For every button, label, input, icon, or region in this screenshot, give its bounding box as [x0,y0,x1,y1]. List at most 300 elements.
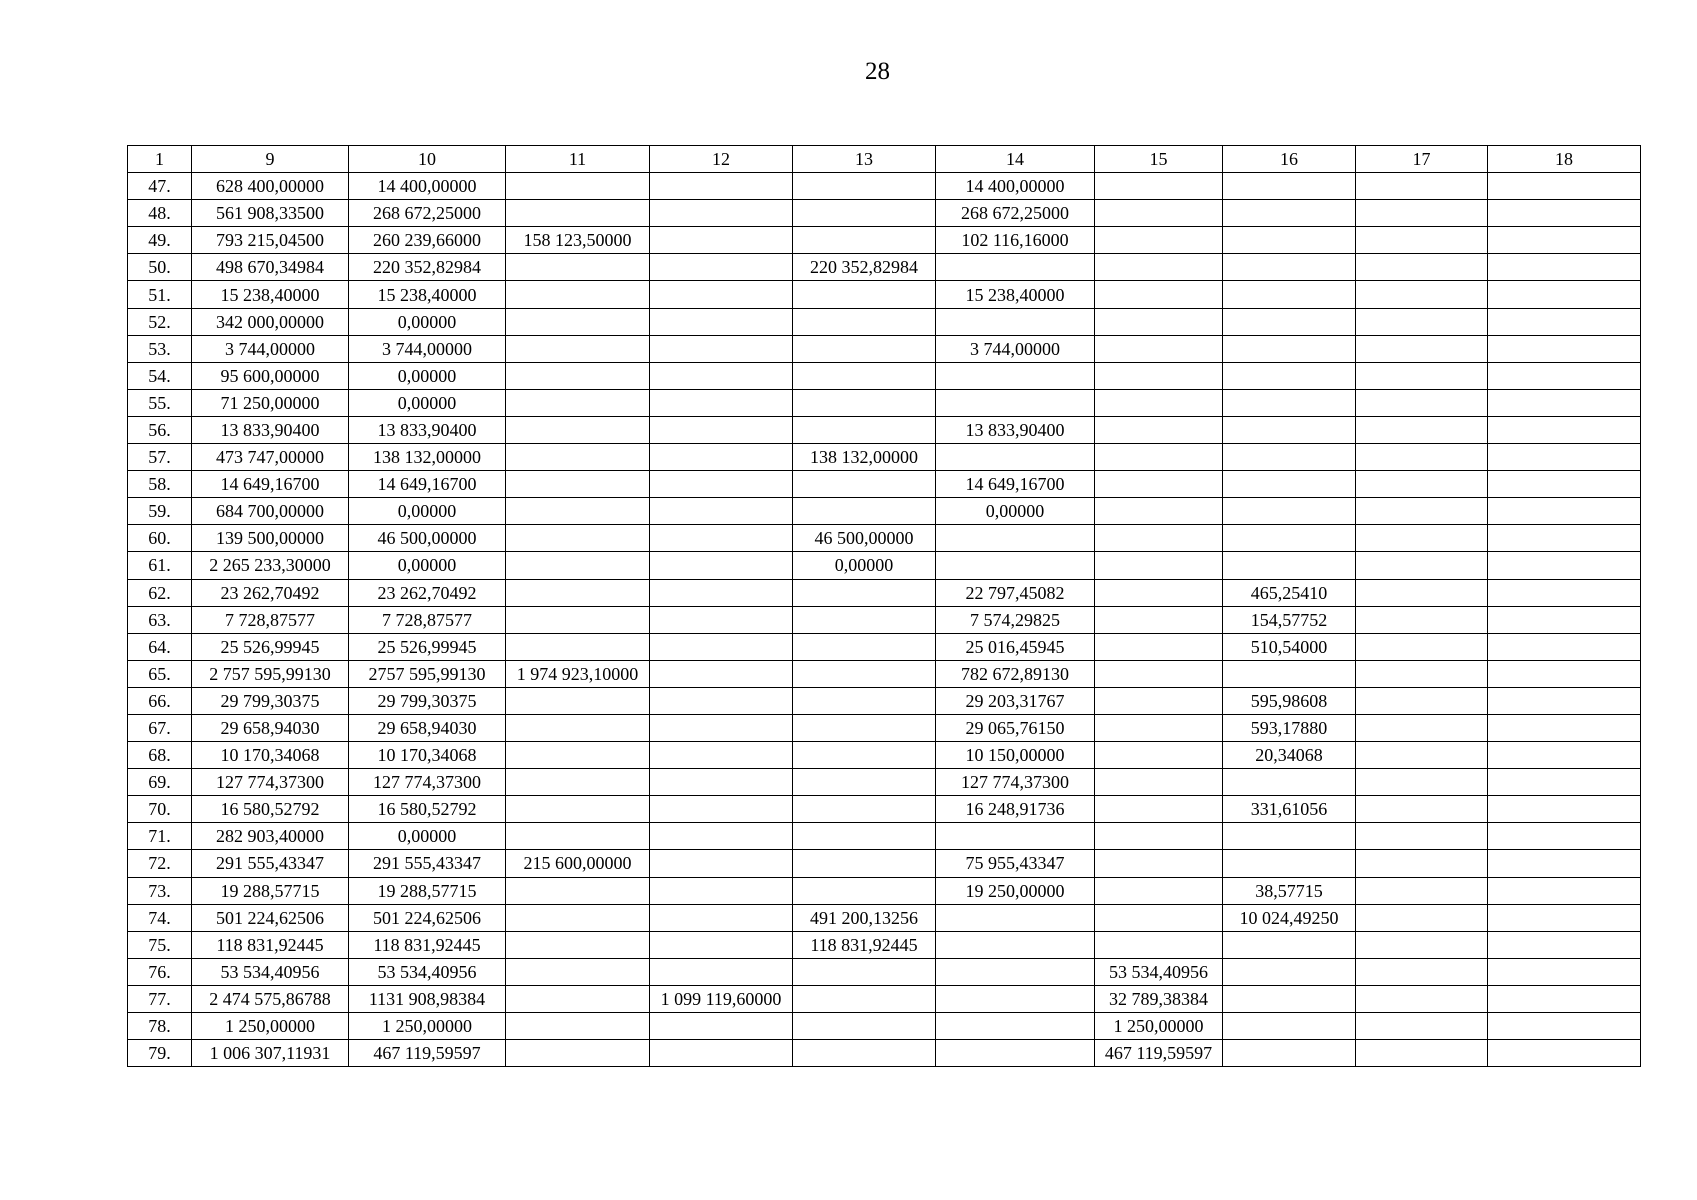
table-cell: 19 288,57715 [192,877,349,904]
table-cell [1223,200,1356,227]
table-cell [936,931,1095,958]
table-cell [793,1040,936,1067]
table-cell [1223,985,1356,1012]
table-cell [1356,796,1488,823]
table-cell [1488,796,1641,823]
table-cell [506,579,650,606]
row-number-cell: 71. [128,823,192,850]
table-cell: 75 955,43347 [936,850,1095,877]
table-cell: 628 400,00000 [192,173,349,200]
table-cell [650,362,793,389]
table-cell: 29 799,30375 [192,687,349,714]
table-cell [936,308,1095,335]
table-cell [1488,823,1641,850]
table-cell [1356,552,1488,579]
table-row [128,335,1641,362]
table-cell [1488,958,1641,985]
table-cell [793,362,936,389]
table-cell [1356,471,1488,498]
table-cell [650,823,793,850]
row-number-cell: 65. [128,660,192,687]
table-row [128,633,1641,660]
row-number-cell: 50. [128,254,192,281]
table-row [128,1013,1641,1040]
table-cell [1356,1013,1488,1040]
table-cell [506,606,650,633]
table-cell [793,308,936,335]
table-cell [1223,254,1356,281]
table-cell [1356,389,1488,416]
table-row [128,958,1641,985]
table-cell [793,742,936,769]
row-number-cell: 57. [128,444,192,471]
table-cell [793,1013,936,1040]
table-cell [793,714,936,741]
table-cell: 25 526,99945 [192,633,349,660]
table-cell: 561 908,33500 [192,200,349,227]
table-cell: 95 600,00000 [192,362,349,389]
row-number-cell: 49. [128,227,192,254]
table-cell [1223,931,1356,958]
table-cell [1356,850,1488,877]
table-cell [506,335,650,362]
table-header-row [128,146,1641,173]
table-cell [793,200,936,227]
table-cell [506,633,650,660]
table-row [128,769,1641,796]
table-cell: 38,57715 [1223,877,1356,904]
table-cell [1095,362,1223,389]
table-cell: 23 262,70492 [192,579,349,606]
table-cell: 23 262,70492 [349,579,506,606]
table-cell [793,850,936,877]
table-cell [1095,742,1223,769]
table-cell [1356,904,1488,931]
table-cell: 127 774,37300 [349,769,506,796]
table-cell: 10 170,34068 [349,742,506,769]
row-number-cell: 54. [128,362,192,389]
table-cell: 10 170,34068 [192,742,349,769]
table-cell [1488,931,1641,958]
table-cell [793,416,936,443]
data-table [127,145,1641,1067]
table-cell [1488,281,1641,308]
table-cell: 0,00000 [349,552,506,579]
table-cell [506,958,650,985]
row-number-cell: 63. [128,606,192,633]
table-row [128,525,1641,552]
table-cell [1488,200,1641,227]
table-cell: 268 672,25000 [349,200,506,227]
table-cell: 53 534,40956 [192,958,349,985]
table-cell: 127 774,37300 [936,769,1095,796]
table-cell [1356,308,1488,335]
table-cell [1488,308,1641,335]
table-cell [1095,173,1223,200]
table-cell [650,389,793,416]
table-cell [1356,606,1488,633]
table-cell [650,633,793,660]
table-row [128,742,1641,769]
row-number-cell: 74. [128,904,192,931]
table-row [128,850,1641,877]
table-cell: 0,00000 [936,498,1095,525]
table-cell [1095,877,1223,904]
table-cell [1095,823,1223,850]
table-cell [1223,769,1356,796]
table-cell: 13 833,90400 [349,416,506,443]
table-cell [650,308,793,335]
table-cell [506,173,650,200]
table-cell [1356,633,1488,660]
table-cell [650,904,793,931]
table-cell [1488,579,1641,606]
table-cell [1223,660,1356,687]
table-cell [1223,552,1356,579]
table-cell [936,552,1095,579]
table-cell [793,823,936,850]
table-cell [1095,606,1223,633]
table-cell [650,200,793,227]
table-cell [793,633,936,660]
table-row [128,416,1641,443]
column-header: 12 [650,146,793,173]
row-number-cell: 64. [128,633,192,660]
column-header: 15 [1095,146,1223,173]
table-cell [1223,823,1356,850]
row-number-cell: 55. [128,389,192,416]
table-cell: 29 658,94030 [192,714,349,741]
table-cell: 3 744,00000 [192,335,349,362]
table-cell [650,931,793,958]
table-cell: 793 215,04500 [192,227,349,254]
table-cell: 14 649,16700 [349,471,506,498]
row-number-cell: 76. [128,958,192,985]
table-cell [793,227,936,254]
table-row [128,552,1641,579]
column-header: 18 [1488,146,1641,173]
table-cell: 0,00000 [349,498,506,525]
table-cell: 593,17880 [1223,714,1356,741]
row-number-cell: 72. [128,850,192,877]
table-cell: 3 744,00000 [349,335,506,362]
table-cell [650,227,793,254]
table-cell [793,606,936,633]
table-cell [650,498,793,525]
table-cell [1488,362,1641,389]
table-cell [1356,714,1488,741]
table-cell [1223,471,1356,498]
table-cell [1095,498,1223,525]
row-number-cell: 53. [128,335,192,362]
table-cell [506,200,650,227]
row-number-cell: 61. [128,552,192,579]
table-cell: 1 250,00000 [349,1013,506,1040]
table-cell [1356,877,1488,904]
table-cell: 14 400,00000 [936,173,1095,200]
table-cell [793,471,936,498]
table-cell [793,958,936,985]
row-number-cell: 48. [128,200,192,227]
table-cell [506,552,650,579]
table-cell: 29 203,31767 [936,687,1095,714]
table-cell [1356,769,1488,796]
table-cell [1488,173,1641,200]
table-cell: 139 500,00000 [192,525,349,552]
table-cell: 220 352,82984 [793,254,936,281]
table-cell [1095,525,1223,552]
table-row [128,471,1641,498]
row-number-cell: 67. [128,714,192,741]
table-row [128,877,1641,904]
table-cell: 32 789,38384 [1095,985,1223,1012]
table-row [128,1040,1641,1067]
table-cell [936,823,1095,850]
table-cell [1095,416,1223,443]
table-cell: 14 649,16700 [192,471,349,498]
row-number-cell: 59. [128,498,192,525]
table-cell: 0,00000 [349,362,506,389]
table-row [128,985,1641,1012]
table-cell: 0,00000 [349,389,506,416]
table-cell: 29 799,30375 [349,687,506,714]
table-row [128,823,1641,850]
table-cell [1095,579,1223,606]
table-cell [1488,633,1641,660]
row-number-cell: 62. [128,579,192,606]
row-number-cell: 73. [128,877,192,904]
table-cell [1095,660,1223,687]
table-cell [1356,335,1488,362]
column-header: 1 [128,146,192,173]
table-cell [793,796,936,823]
table-cell: 467 119,59597 [349,1040,506,1067]
table-cell [1095,769,1223,796]
table-row [128,904,1641,931]
table-cell [650,958,793,985]
table-cell: 20,34068 [1223,742,1356,769]
table-cell [1356,579,1488,606]
table-row [128,606,1641,633]
row-number-cell: 51. [128,281,192,308]
table-cell: 782 672,89130 [936,660,1095,687]
row-number-cell: 60. [128,525,192,552]
table-cell [1488,227,1641,254]
table-cell [650,552,793,579]
table-cell: 53 534,40956 [349,958,506,985]
table-cell: 1 250,00000 [192,1013,349,1040]
table-cell [1223,281,1356,308]
table-cell [650,769,793,796]
table-cell: 15 238,40000 [349,281,506,308]
table-cell: 19 288,57715 [349,877,506,904]
table-cell: 595,98608 [1223,687,1356,714]
table-cell: 25 016,45945 [936,633,1095,660]
table-row [128,308,1641,335]
table-cell [1095,444,1223,471]
table-cell: 260 239,66000 [349,227,506,254]
table-cell: 10 150,00000 [936,742,1095,769]
table-cell [506,687,650,714]
table-cell: 158 123,50000 [506,227,650,254]
table-cell [650,850,793,877]
table-cell [650,877,793,904]
table-cell [936,525,1095,552]
table-cell [506,714,650,741]
table-cell [1356,173,1488,200]
table-cell: 1 974 923,10000 [506,660,650,687]
row-number-cell: 68. [128,742,192,769]
table-cell: 46 500,00000 [793,525,936,552]
table-cell [1488,606,1641,633]
table-cell [1356,498,1488,525]
table-cell [793,579,936,606]
table-cell [1488,742,1641,769]
table-cell [506,498,650,525]
table-row [128,444,1641,471]
table-cell [793,335,936,362]
column-header: 13 [793,146,936,173]
table-cell [1095,931,1223,958]
table-cell: 7 728,87577 [349,606,506,633]
table-cell: 13 833,90400 [936,416,1095,443]
table-cell: 13 833,90400 [192,416,349,443]
table-cell: 501 224,62506 [349,904,506,931]
table-cell [1095,687,1223,714]
table-cell [506,444,650,471]
table-cell [1095,714,1223,741]
table-cell: 14 649,16700 [936,471,1095,498]
table-cell [506,1040,650,1067]
table-cell: 1 250,00000 [1095,1013,1223,1040]
table-cell [1488,1013,1641,1040]
table-cell: 127 774,37300 [192,769,349,796]
table-cell [1095,552,1223,579]
table-cell [1223,227,1356,254]
table-cell [506,254,650,281]
table-cell [793,389,936,416]
table-cell [1223,444,1356,471]
table-cell [1095,200,1223,227]
table-cell [1095,389,1223,416]
table-cell [936,444,1095,471]
table-cell [650,254,793,281]
table-cell [650,606,793,633]
table-cell [650,742,793,769]
table-cell: 498 670,34984 [192,254,349,281]
table-cell [1095,471,1223,498]
table-cell [1488,389,1641,416]
row-number-cell: 58. [128,471,192,498]
table-cell: 16 580,52792 [349,796,506,823]
table-cell [1488,444,1641,471]
table-cell [506,742,650,769]
table-cell: 220 352,82984 [349,254,506,281]
table-cell [793,985,936,1012]
table-cell [1095,227,1223,254]
table-cell [506,877,650,904]
table-cell [1223,335,1356,362]
table-cell [1356,742,1488,769]
table-cell [1223,1040,1356,1067]
table-cell [1356,660,1488,687]
table-cell [1095,633,1223,660]
table-row [128,389,1641,416]
table-cell [1223,498,1356,525]
table-row [128,227,1641,254]
table-cell: 10 024,49250 [1223,904,1356,931]
table-cell [1488,335,1641,362]
table-cell [936,1040,1095,1067]
table-cell: 215 600,00000 [506,850,650,877]
table-cell: 684 700,00000 [192,498,349,525]
table-cell [793,687,936,714]
table-cell: 268 672,25000 [936,200,1095,227]
table-cell [506,1013,650,1040]
table-cell: 14 400,00000 [349,173,506,200]
table-cell [1488,714,1641,741]
table-cell [936,362,1095,389]
table-cell [650,796,793,823]
table-cell [1095,796,1223,823]
table-cell [793,281,936,308]
table-cell [506,362,650,389]
table-cell [1488,552,1641,579]
table-cell: 331,61056 [1223,796,1356,823]
table-cell [1356,416,1488,443]
column-header: 9 [192,146,349,173]
column-header: 14 [936,146,1095,173]
table-row [128,579,1641,606]
table-cell [1095,308,1223,335]
table-cell: 16 248,91736 [936,796,1095,823]
table-cell [650,660,793,687]
table-cell: 0,00000 [349,308,506,335]
column-header: 11 [506,146,650,173]
table-cell: 465,25410 [1223,579,1356,606]
table-cell: 29 065,76150 [936,714,1095,741]
table-cell [936,254,1095,281]
table-cell: 46 500,00000 [349,525,506,552]
table-cell [506,308,650,335]
table-cell: 22 797,45082 [936,579,1095,606]
table-cell [936,985,1095,1012]
table-cell [1356,687,1488,714]
table-cell: 15 238,40000 [192,281,349,308]
row-number-cell: 79. [128,1040,192,1067]
table-cell [1223,525,1356,552]
table-cell [936,958,1095,985]
row-number-cell: 69. [128,769,192,796]
row-number-cell: 52. [128,308,192,335]
table-row [128,281,1641,308]
table-cell [650,444,793,471]
table-cell [1223,173,1356,200]
table-cell: 7 728,87577 [192,606,349,633]
table-cell [506,281,650,308]
table-cell: 473 747,00000 [192,444,349,471]
table-cell [506,796,650,823]
table-cell [1488,1040,1641,1067]
table-cell: 138 132,00000 [349,444,506,471]
table-cell [1095,281,1223,308]
table-cell: 0,00000 [793,552,936,579]
table-cell: 510,54000 [1223,633,1356,660]
table-cell [1356,362,1488,389]
table-cell [650,335,793,362]
table-cell [1488,904,1641,931]
table-cell [506,471,650,498]
